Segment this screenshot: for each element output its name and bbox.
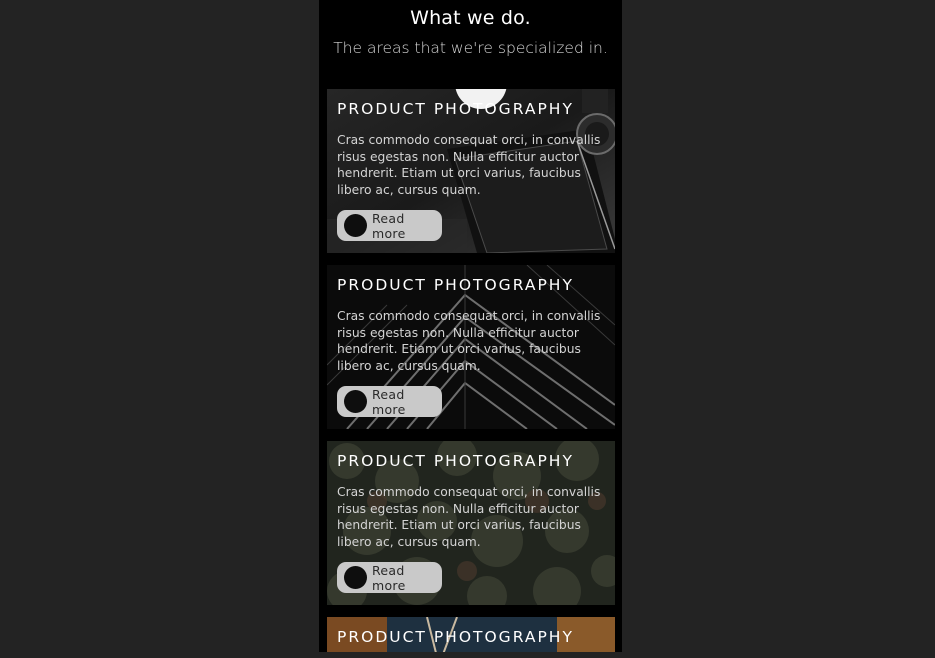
service-card xyxy=(327,441,615,605)
card-description: Cras commodo consequat orci, in convallis risus egestas non. Nulla efficitur auctor hendrerit. Etiam ut orci varius, faucibus libero ac, cursus quam. xyxy=(337,309,601,374)
card-title: PRODUCT PHOTOGRAPHY xyxy=(337,100,574,118)
read-more-label: Read more xyxy=(372,210,406,241)
section-title: What we do. xyxy=(410,7,531,29)
circle-icon xyxy=(344,566,367,589)
services-section xyxy=(319,0,622,652)
card-description: Cras commodo consequat orci, in convallis risus egestas non. Nulla efficitur auctor hendrerit. Etiam ut orci varius, faucibus libero ac, cursus quam. xyxy=(337,485,601,550)
read-more-label: Read more xyxy=(372,562,406,593)
card-title: PRODUCT PHOTOGRAPHY xyxy=(337,452,574,470)
read-more-button[interactable] xyxy=(337,386,442,417)
card-description: Cras commodo consequat orci, in convallis risus egestas non. Nulla efficitur auctor hendrerit. Etiam ut orci varius, faucibus libero ac, cursus quam. xyxy=(337,133,601,198)
service-card xyxy=(327,89,615,253)
service-card xyxy=(327,265,615,429)
circle-icon xyxy=(344,390,367,413)
card-title: PRODUCT PHOTOGRAPHY xyxy=(337,276,574,294)
card-title: PRODUCT PHOTOGRAPHY xyxy=(337,628,574,646)
read-more-label: Read more xyxy=(372,386,406,417)
read-more-button[interactable] xyxy=(337,562,442,593)
read-more-button[interactable] xyxy=(337,210,442,241)
circle-icon xyxy=(344,214,367,237)
section-subtitle: The areas that we're specialized in. xyxy=(333,39,608,57)
service-card xyxy=(327,617,615,652)
